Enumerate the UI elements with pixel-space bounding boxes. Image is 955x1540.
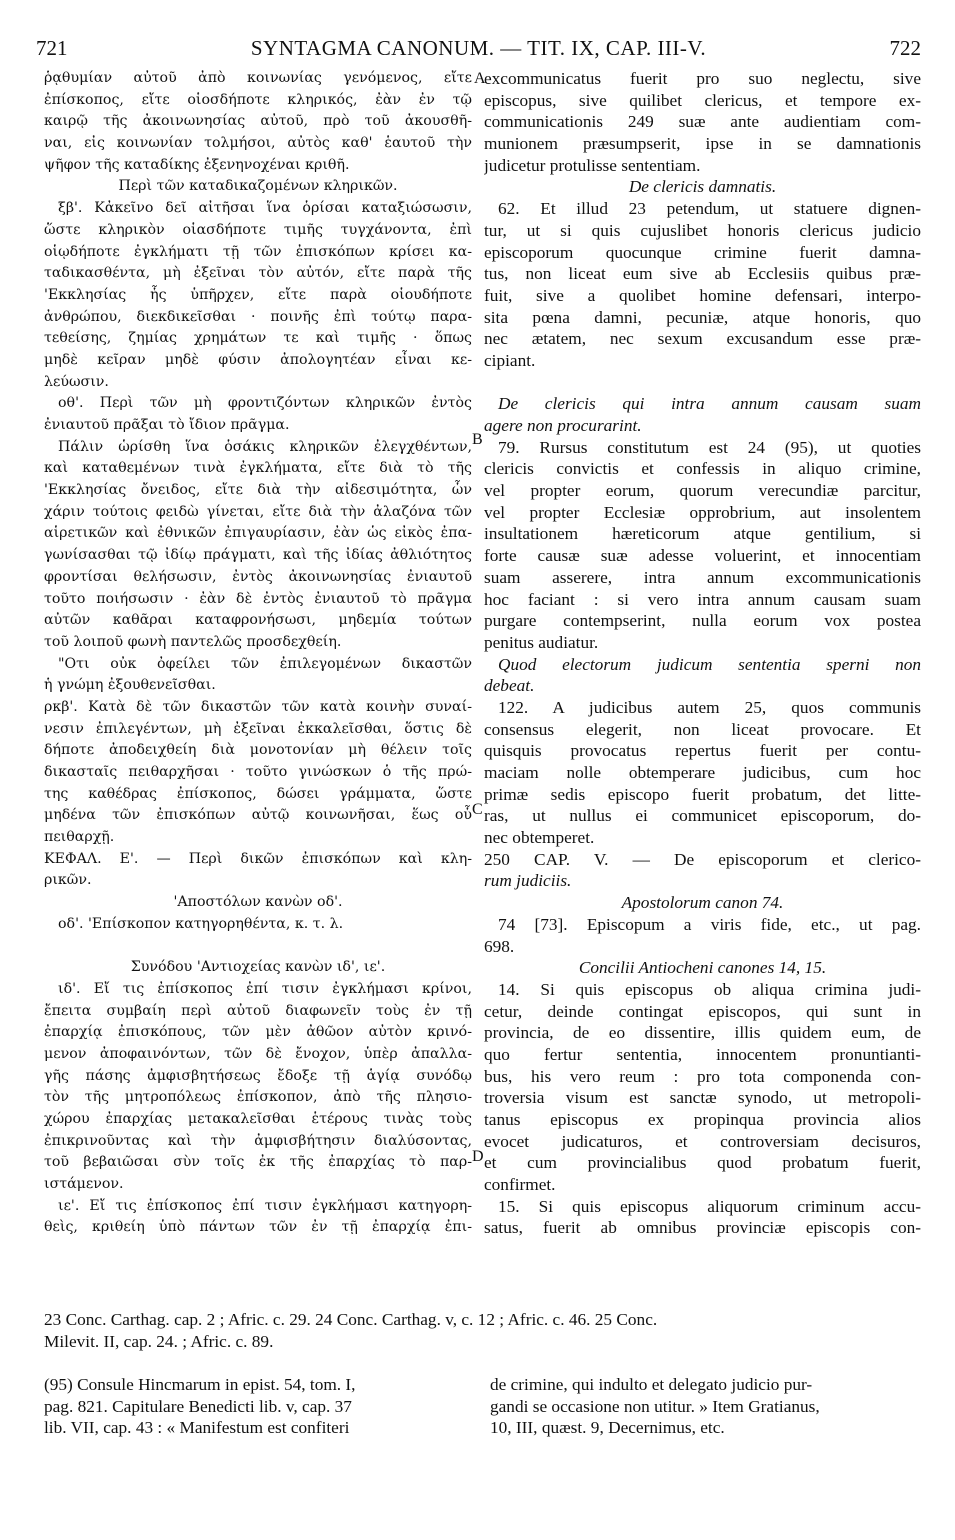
latin-text-line: quisquis provocatus repertus fuerit per contu- <box>484 741 921 761</box>
latin-text-line: penitus audiatur. <box>484 632 599 652</box>
greek-text-line: ἔπειτα συμβαίη περὶ αὐτοῦ διαφωνεῖν τοὺς ἐν τῇ <box>44 1002 472 1019</box>
greek-text-line: ῥᾳθυμίαν αὐτοῦ ἀπὸ κοινωνίας γενόμενος, εἴτε <box>44 70 472 86</box>
running-title: SYNTAGMA CANONUM. — TIT. IX, CAP. III-V. <box>250 36 707 60</box>
greek-text-line: πειθαρχῇ. <box>44 829 115 846</box>
greek-text-line: θεὶς, κριθείη ὑπὸ πάντων τῶν ἐν τῇ ἐπαρχίᾳ ἐπι- <box>44 1219 472 1236</box>
latin-text-line: judicetur protulisse sententiam. <box>484 155 701 175</box>
greek-text-line: "Οτι οὐκ ὀφείλει τῶν ἐπιλεγομένων δικαστῶν <box>58 655 472 672</box>
latin-text-line: quo fertur sententia, innocentem pronuntianti- <box>484 1044 921 1064</box>
latin-text-line: purgare contempserint, nulla eorum vox postea <box>484 611 921 631</box>
footnote-line: 23 Conc. Carthag. cap. 2 ; Afric. c. 29. 24 Conc. Carthag. v, c. 12 ; Afric. c. 46. 25 Conc. <box>44 1310 658 1329</box>
greek-text-line: οἱῳδήποτε ἐγκλήματι τῇ τῶν ἐπισκόπων κρίσει κα- <box>44 243 472 260</box>
footnotes-top <box>44 1309 921 1352</box>
greek-text-line: τεθείσης, ζημίας χρημάτων τε καὶ τιμῆς · ὅπως <box>44 330 472 347</box>
greek-text-line: αἱρετικῶν καὶ ἐθνικῶν ἐπιγαυρίασιν, ἐὰν ὡς εἰκὸς ἐπα- <box>44 525 472 542</box>
greek-text-line: μηδένα τῶν ἐπισκόπων αὐτῷ κοινωνῆσαι, ἕως οὗ <box>44 807 472 824</box>
greek-text-line: ὥστε κληρικὸν οἱασδήποτε τιμῆς τυγχάνοντα, ἐπὶ <box>44 221 472 238</box>
greek-text-line: καὶ καταθεμένων τινὰ ἐγκλήματα, εἴτε διὰ τὸ τῆς <box>44 460 472 477</box>
footnote-line: lib. VII, cap. 43 : « Manifestum est confiteri <box>44 1418 350 1438</box>
greek-text-line: ξβ'. Κἀκεῖνο δεῖ αἰτῆσαι ἵνα ὁρίσαι καταξιώσωσιν, <box>58 200 472 217</box>
footnote-line: pag. 821. Capitulare Benedicti lib. v, cap. 37 <box>44 1396 352 1416</box>
greek-text-line: αὐτῶν καθᾶραι καταφρονήσωσι, μηδεμία τούτων <box>44 612 472 629</box>
footnote-line: 10, III, quæst. 9, Decernimus, etc. <box>490 1418 725 1438</box>
greek-text-line: μηδὲ κεῖραν μηδὲ φύσιν ἀπολογητέαν εἶναι κε- <box>44 351 472 368</box>
greek-text-line: γῆς πάσης ἀμφισβητήσεως ἔδοξε τῇ ἁγίᾳ συνόδῳ <box>44 1067 472 1084</box>
greek-text-line: ἐπαρχίᾳ ἐπισκόπους, τῶν μὲν ἀθῶον αὐτὸν κρινό- <box>44 1024 472 1041</box>
footnote-line: (95) Consule Hincmarum in epist. 54, tom. I, <box>44 1375 356 1394</box>
latin-text-line: episcoporum quocunque crimine fuerit damna- <box>484 242 921 262</box>
latin-text-line: primæ sedis episcopo fuerit probatum, det litte- <box>484 784 921 804</box>
latin-text-line: 122. A judicibus autem 25, quos communis <box>498 697 921 717</box>
greek-text-line: ἐπικρινοῦντας καὶ τὴν ἀμφισβήτησιν διαλύσοντας, <box>44 1132 472 1149</box>
greek-text-line: οθ'. Περὶ τῶν μὴ φροντιζόντων κληρικῶν ἐντὸς <box>58 395 472 412</box>
greek-text-line: Πάλιν ὡρίσθη ἵνα ὁσάκις κληρικῶν ἐλεγχθέντων, <box>58 438 472 455</box>
footnote-line: Milevit. II, cap. 24. ; Afric. c. 89. <box>44 1331 274 1351</box>
greek-column <box>44 68 472 1239</box>
footnote-line: de crimine, qui indulto et delegato judicio pur- <box>490 1375 813 1394</box>
latin-text-line: hoc faciant : si vero intra annum causam suam <box>484 589 921 609</box>
greek-text-line: φροντίσαι θελήσωσιν, ἐντὸς ἀκοινωνησίας ἐνιαυτοῦ <box>44 568 472 585</box>
latin-text-line: fuit, sive a quolibet homine defensari, interpo- <box>484 285 921 305</box>
latin-text-line: nec ætatem, nec sexum excusandum esse præ- <box>484 329 921 349</box>
latin-text-line: 250 CAP. V. — De episcoporum et clerico- <box>484 849 921 869</box>
latin-text-line: tus, non liceat eum sive ab Ecclesiis quibus præ- <box>484 264 921 284</box>
greek-text-line: Συνόδου 'Αντιοχείας κανὼν ιδ', ιε'. <box>130 959 386 976</box>
latin-text-line: excommunicatus fuerit pro suo neglectu, sive <box>484 69 921 88</box>
column-marker-a: A <box>474 70 486 87</box>
greek-text-line: ρκβ'. Κατὰ δὲ τῶν δικαστῶν τῶν κατὰ κοινὴν συναί- <box>44 698 472 715</box>
greek-text-line: ἐνιαυτοῦ πρᾶξαι τὸ ἴδιον πρᾶγμα. <box>44 417 290 433</box>
latin-text-line: 14. Si quis episcopus ob aliqua crimina judi- <box>498 979 921 999</box>
latin-text-line: 62. Et illud 23 petendum, ut statuere dignen- <box>498 199 921 219</box>
latin-text-line: insultationem hæreticorum atque gentilium, si <box>484 524 921 544</box>
latin-text-line: evocet judicaturos, et controversiam decisuros, <box>484 1131 921 1151</box>
latin-text-line: ras, ut nullus ei communicet episcoporum, do- <box>484 806 921 826</box>
latin-text-line: tur, ut si quis cujuslibet honoris clericus judicio <box>484 220 921 240</box>
greek-text-line: ρικῶν. <box>44 872 92 889</box>
latin-text-line: De clericis damnatis. <box>628 177 777 197</box>
greek-text-line: χάριν τούτοις φειδὼ γίνεται, εἴτε διὰ τὴν ἀλαζόνα τῶν <box>44 503 472 520</box>
column-marker-d: D <box>472 1148 484 1165</box>
latin-text-line: cetur, deinde contingat episcopos, qui sunt in <box>484 1001 921 1021</box>
latin-text-line: consensus elegerit, non liceat provocare. Et <box>484 719 921 739</box>
footnotes-right <box>490 1374 921 1439</box>
greek-text-line: ΚΕΦΑΛ. Ε'. — Περὶ δικῶν ἐπισκόπων καὶ κλη- <box>44 850 472 867</box>
latin-text-line: Apostolorum canon 74. <box>621 893 784 913</box>
greek-text-line: γωνίσασθαι τῷ ἰδίῳ πράγματι, καὶ τῆς ἰδίας ἀθλιότητος <box>44 547 472 564</box>
latin-text-line: et cum provincialibus quod probatum fuerit, <box>484 1153 921 1173</box>
latin-text-line: bus, his vero reum : pro tota componenda con- <box>484 1066 921 1086</box>
latin-text-line: provincia, de eo dissentire, illis quidem eum, de <box>484 1023 921 1043</box>
greek-text-line: χώρου ἐπαρχίας μετακαλεῖσθαι ἑτέρους τινὰς τοὺς <box>44 1111 472 1127</box>
latin-text-line: 74 [73]. Episcopum a viris fide, etc., ut pag. <box>498 914 921 934</box>
greek-text-line: 'Αποστόλων κανὼν οδ'. <box>173 894 343 911</box>
greek-text-line: τοῦ βεβαιῶσαι σὺν τοῖς ἐκ τῆς ἐπαρχίας τὸ παρ- <box>44 1154 472 1171</box>
greek-text-line: ναι, εἰς κοινωνίαν τολμήσοι, αὐτὸς καθ' ἑαυτοῦ τὴν <box>44 135 472 152</box>
latin-text-line: tanus episcopus ex propinqua provincia alios <box>484 1110 921 1129</box>
latin-column <box>484 68 921 1239</box>
latin-text-line: clericis convictis et confessis in aliquo crimine, <box>484 459 921 479</box>
greek-text-line: 'Εκκλησίας ὄνειδος, εἴτε διὰ τὴν αἰδεσιμότητα, ὧν <box>44 482 472 499</box>
greek-text-line: ἡ γνώμη ἐξουθενεῖσθαι. <box>44 677 216 694</box>
greek-text-line: ταδικασθέντα, μὴ ἐξεῖναι τὸν αὐτόν, εἴτε παρὰ τῆς <box>44 265 472 282</box>
latin-text-line: De clericis qui intra annum causam suam <box>498 394 921 414</box>
latin-text-line: troversia visum est sanctæ synodo, ut metropoli- <box>484 1088 921 1108</box>
greek-text-line: ιε'. Εἴ τις ἐπίσκοπος ἐπί τισιν ἐγκλήμασι κατηγορη- <box>58 1197 472 1214</box>
latin-text-line: debeat. <box>484 676 535 696</box>
latin-text-line: forte causæ suæ adesse voluerint, et innocentiam <box>484 546 921 566</box>
column-marker-b: B <box>472 431 483 448</box>
latin-text-line: 79. Rursus constitutum est 24 (95), ut quoties <box>498 437 921 457</box>
greek-text-line: 'Εκκλησίας ἧς ὑπῆρχεν, εἴτε παρὰ οἱουδήποτε <box>44 286 472 303</box>
latin-text-line: sita pœna damni, pecuniæ, atque honoris, quo <box>484 307 921 327</box>
greek-text-line: ἀνθρώπου, διεκδικεῖσθαι · ποινῆς ἐπὶ τούτῳ παρα- <box>44 308 472 325</box>
latin-text-line: Quod electorum judicum sententia sperni non <box>498 654 921 674</box>
greek-text-line: τοῦ λοιποῦ φωνὴ παντελῶς προσδεχθείη. <box>44 633 342 650</box>
greek-text-line: Περὶ τῶν καταδικαζομένων κληρικῶν. <box>118 178 398 195</box>
greek-text-line: ιδ'. Εἴ τις ἐπίσκοπος ἐπί τισιν ἐγκλήμασι κρίνοι, <box>58 980 472 997</box>
latin-text-line: Concilii Antiocheni canones 14, 15. <box>578 958 827 978</box>
latin-text-line: vel propter Ecclesiæ opprobrium, aut insolentem <box>484 502 921 522</box>
latin-text-line: suam asserere, intra annum excommunicationis <box>484 567 921 587</box>
latin-text-line: satus, fuerit ab omnibus provinciæ episcopis con- <box>484 1218 921 1238</box>
page-number-left: 721 <box>36 36 68 60</box>
latin-text-line: confirmet. <box>484 1175 556 1195</box>
greek-text-line: οδ'. 'Επίσκοπον κατηγορηθέντα, κ. τ. λ. <box>58 915 344 932</box>
latin-text-line: munionem præsumpserit, ipse in se damnationis <box>484 134 921 154</box>
latin-text-line: cipiant. <box>484 350 536 370</box>
page-number-right: 722 <box>889 36 921 60</box>
latin-text-line: episcopus, sive quilibet clericus, et tempore ex- <box>484 90 921 110</box>
footnote-line: gandi se occasione non utitur. » Item Gratianus, <box>490 1396 820 1416</box>
greek-text-line: δήποτε ἀποδειχθείη διὰ μονοτονίαν μὴ θέλειν τοῖς <box>44 742 472 759</box>
latin-text-line: maciam nolle obtemperare judicibus, cum hoc <box>484 763 921 782</box>
greek-text-line: δικασταῖς πειθαρχῆσαι · τοῦτο γινώσκων ὁ τῆς πρώ- <box>44 764 472 780</box>
latin-text-line: 15. Si quis episcopus aliquorum criminum accu- <box>498 1196 921 1216</box>
greek-text-line: της καθέδρας ἐπίσκοπος, δώσει γράμματα, ὥστε <box>44 785 472 802</box>
greek-text-line: ιστάμενον. <box>44 1176 124 1193</box>
greek-text-line: νεσιν ἐπιλεγέντων, μὴ ἐξεῖναι ἐκκαλεῖσθαι, ὅστις δὲ <box>44 720 472 737</box>
greek-text-line: μενον ἀποφαινόντων, τῶν δὲ ἔνοχον, ὑπὲρ ἀπαλλα- <box>44 1045 472 1062</box>
latin-text-line: vel propter eorum, quorum verecundiæ parcitur, <box>484 481 921 501</box>
latin-text-line: agere non procurarint. <box>484 416 642 435</box>
page-header <box>36 36 921 66</box>
latin-text-line: communicationis 249 suæ ante audientiam com- <box>484 112 921 132</box>
greek-text-line: τοῦτο ποιήσωσιν · ἐὰν δὲ ἐντὸς ἐνιαυτοῦ τὸ πρᾶγμα <box>44 590 472 607</box>
latin-text-line: rum judiciis. <box>484 871 572 891</box>
greek-text-line: ἐπίσκοπος, εἴτε οἱοσδήποτε κληρικός, ἐὰν ἐν τῷ <box>44 91 472 108</box>
greek-text-line <box>44 936 472 958</box>
latin-text-line <box>484 372 921 394</box>
greek-text-line: ψῆφον τῆς καταδίκης ἐξενηνοχέναι κριθῆ. <box>44 156 350 173</box>
greek-text-line: τὸν τῆς μητροπόλεως ἐπίσκοπον, ἀπὸ τῆς πλησιο- <box>44 1089 472 1106</box>
latin-text-line: 698. <box>484 936 515 956</box>
greek-text-line: λεύωσιν. <box>44 373 109 390</box>
column-marker-c: C <box>472 801 483 818</box>
latin-text-line: nec obtemperet. <box>484 828 595 848</box>
greek-text-line: καιρῷ τῆς ἀκοινωνησίας αὐτοῦ, πρὸ τοῦ ἀκουσθῆ- <box>44 113 472 130</box>
footnotes-left <box>44 1374 474 1439</box>
